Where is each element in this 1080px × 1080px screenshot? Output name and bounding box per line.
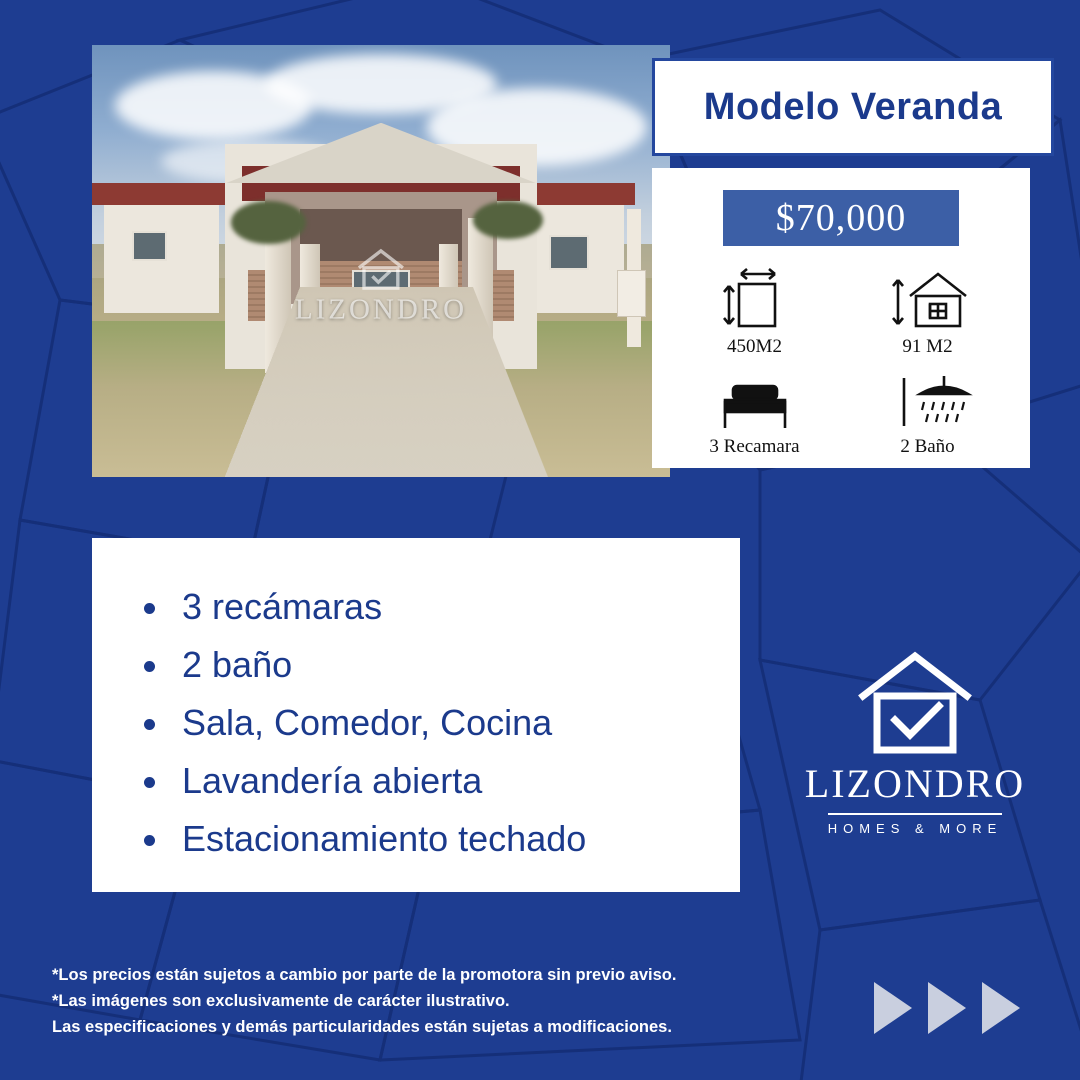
house-exterior-photo	[92, 45, 670, 477]
house-area-icon	[880, 264, 976, 330]
list-item: 3 recámaras	[138, 578, 740, 636]
spec-house-area	[841, 264, 1014, 358]
list-item: 2 baño	[138, 636, 740, 694]
spec-bathrooms-label: 2 Baño	[900, 436, 955, 457]
window	[549, 235, 589, 270]
features-card	[92, 538, 740, 892]
tree	[473, 201, 542, 240]
disclaimer-line-2: *Las imágenes son exclusivamente de carácter ilustrativo.	[52, 992, 510, 1010]
disclaimer	[52, 962, 792, 1040]
specs-panel	[652, 168, 1030, 468]
spec-lot-area	[668, 264, 841, 358]
spec-lot-area-label: 450M2	[727, 336, 782, 357]
shower-icon	[880, 364, 976, 430]
list-item: Sala, Comedor, Cocina	[138, 694, 740, 752]
lot-area-icon	[711, 264, 799, 330]
model-title-box	[652, 58, 1054, 156]
page-title: Modelo Veranda	[703, 85, 1003, 128]
watermark-text: LIZONDRO	[294, 293, 468, 326]
tree	[231, 201, 306, 244]
disclaimer-line-1: *Los precios están sujetos a cambio por parte de la promotora sin previo aviso.	[52, 966, 677, 984]
chevron-right-icon	[922, 978, 974, 1038]
features-list	[138, 578, 740, 868]
price-badge	[723, 190, 959, 246]
chevron-right-icon	[868, 978, 920, 1038]
chevron-right-icon	[976, 978, 1028, 1038]
spec-bedrooms	[668, 364, 841, 458]
spec-bathrooms	[841, 364, 1014, 458]
window	[132, 231, 167, 261]
list-item: Estacionamiento techado	[138, 810, 740, 868]
spec-house-area-label: 91 M2	[902, 336, 953, 357]
logo-tagline: HOMES & MORE	[828, 813, 1003, 836]
logo-house-check-icon	[855, 650, 975, 756]
spec-bedrooms-label: 3 Recamara	[709, 436, 800, 457]
logo-name: LIZONDRO	[804, 761, 1026, 806]
list-item: Lavandería abierta	[138, 752, 740, 810]
bed-icon	[707, 364, 803, 430]
meter-box	[617, 270, 646, 318]
disclaimer-line-3: Las especificaciones y demás particularidades están sujetas a modificaciones.	[52, 1018, 672, 1036]
neighbour-roof-left	[92, 183, 231, 205]
chevron-arrows	[868, 978, 1028, 1038]
spec-grid	[668, 264, 1014, 458]
brand-logo	[790, 650, 1040, 838]
price-value: $70,000	[775, 197, 907, 239]
